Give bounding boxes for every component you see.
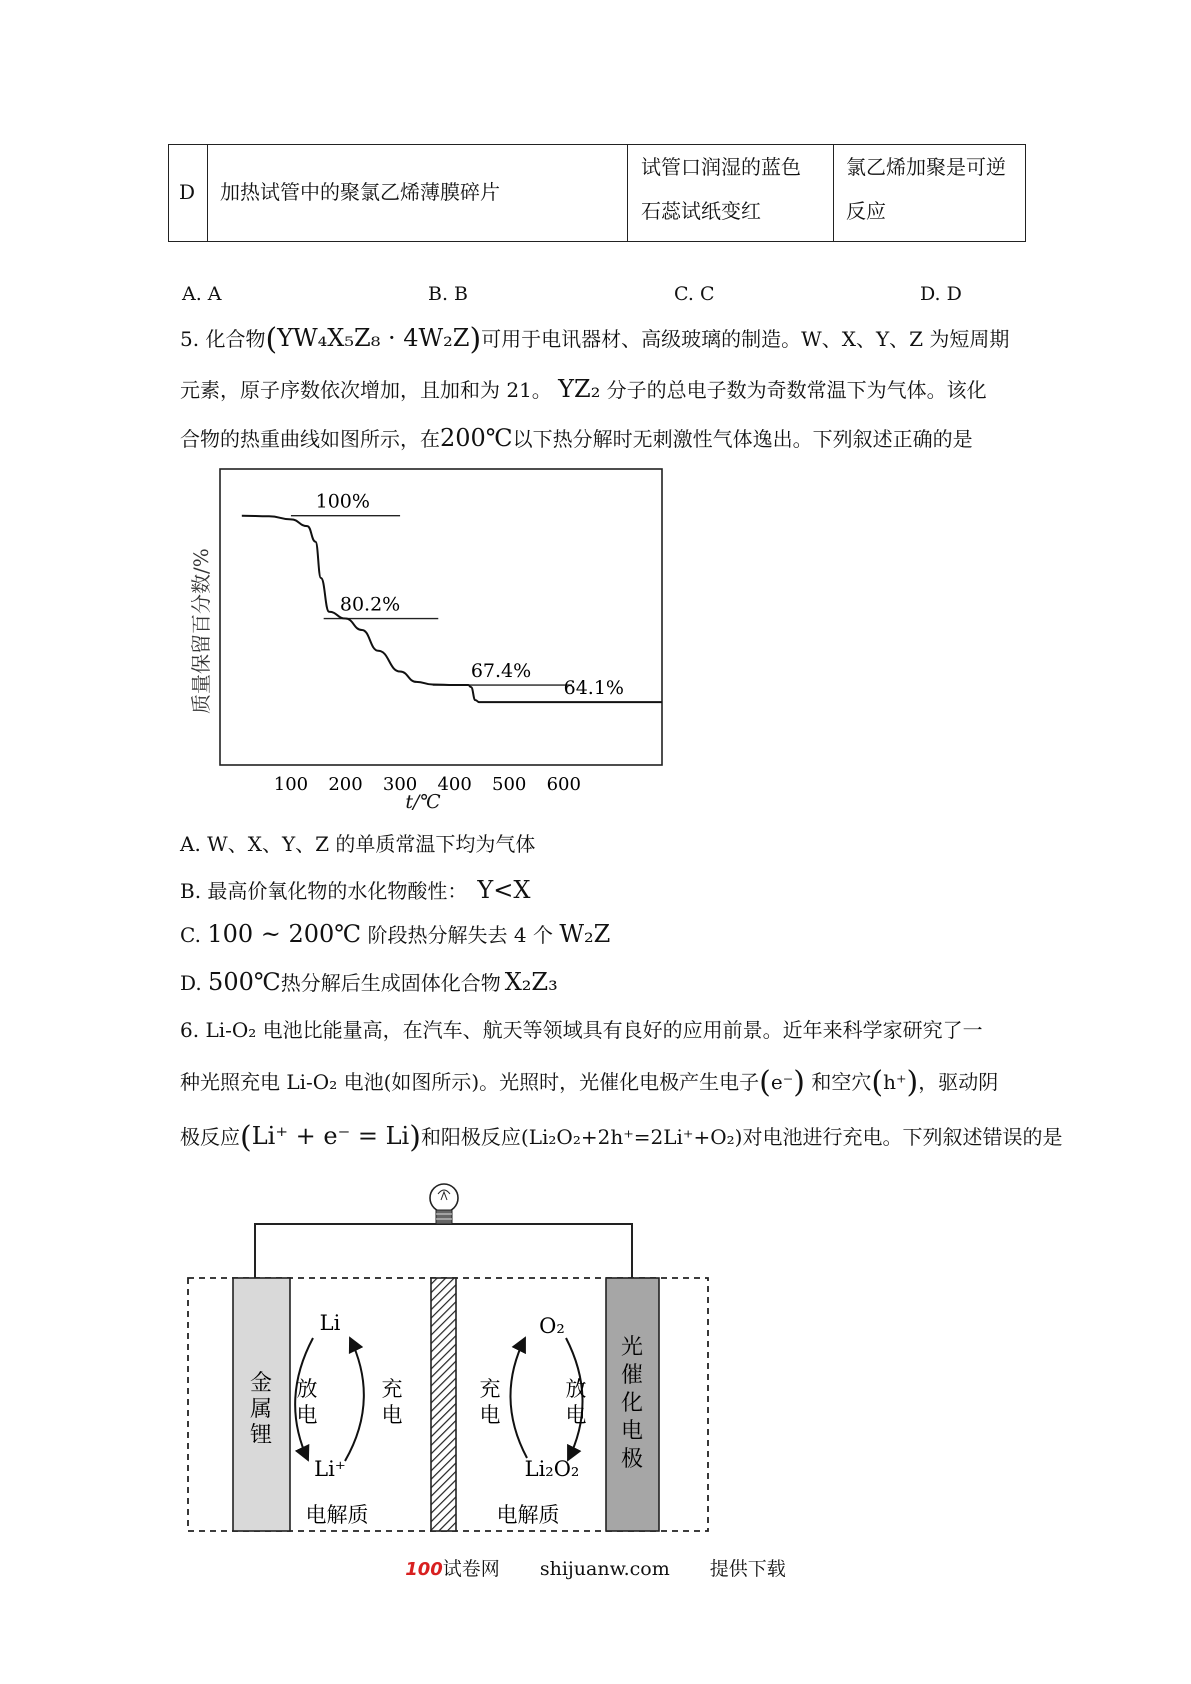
plateau-annotation-3: 67.4% — [470, 660, 532, 683]
q5-temperature: 200℃ — [440, 424, 513, 452]
right-electrode-char-2: 催 — [620, 1363, 644, 1388]
li-ion-label: Li⁺ — [314, 1457, 346, 1481]
q6-electron-symbol: e⁻ — [770, 1070, 794, 1094]
conclusion-cell — [834, 145, 1024, 241]
battery-diagram — [180, 1178, 720, 1540]
q5-line3 — [180, 424, 973, 453]
q5-line2-text-a: 元素，原子序数依次增加，且加和为 21。 — [180, 378, 552, 402]
li2o2-label: Li₂O₂ — [524, 1457, 580, 1481]
conclusion-line2: 反应 — [846, 199, 886, 223]
q5-line1-text: 可用于电讯器材、高级玻璃的制造。W、X、Y、Z 为短周期 — [481, 327, 1010, 351]
q6-cathode-equation: Li⁺ + e⁻ = Li — [251, 1122, 410, 1150]
x-tick-label: 600 — [546, 774, 581, 795]
site-url[interactable]: shijuanw.com — [539, 1558, 670, 1580]
q5-option-d-temp: 500℃ — [208, 968, 281, 996]
q5-option-d-formula: X₂Z₃ — [504, 968, 558, 996]
q5-option-c-range: 100 ~ 200℃ — [207, 920, 362, 948]
right-charge-char-1: 充 — [479, 1377, 501, 1401]
site-logo: 100 — [405, 1559, 443, 1580]
q6-line2: 种光照充电 Li-O₂ 电池(如图所示)。光照时，光催化电极产生电子(e⁻) 和空穴(h⁺)，驱动阴 — [180, 1065, 999, 1100]
x-tick-label: 500 — [492, 774, 527, 795]
q6-line2-text-b: 和空穴 — [811, 1070, 872, 1094]
x-tick-label: 400 — [437, 774, 472, 795]
page-footer — [0, 1554, 1191, 1581]
q5-line2-text-b: 分子的总电子数为奇数常温下为气体。该化 — [606, 378, 987, 402]
left-discharge-char-1: 放 — [296, 1377, 318, 1401]
left-charge-char-2: 电 — [381, 1403, 403, 1427]
left-electrode-char-3: 锂 — [249, 1423, 273, 1448]
separator-membrane — [431, 1278, 456, 1531]
answer-table-row-d — [168, 144, 1026, 242]
q5-option-a[interactable]: A. W、X、Y、Z 的单质常温下均为气体 — [180, 832, 536, 856]
electrolyte-label-left: 电解质 — [305, 1503, 369, 1527]
o2-label: O₂ — [539, 1314, 565, 1338]
q6-line3: 极反应(Li⁺ + e⁻ = Li)和阳极反应(Li₂O₂+2h⁺=2Li⁺+O₂)对电池进行充电。下列叙述错误的是 — [180, 1120, 1063, 1155]
left-charge-char-1: 充 — [381, 1377, 403, 1401]
plateau-annotation-4: 64.1% — [563, 677, 624, 700]
mass-retention-curve — [242, 516, 662, 702]
plateau-annotation-2: 80.2% — [339, 593, 401, 616]
external-wire — [255, 1224, 632, 1278]
q5-option-b[interactable] — [180, 876, 530, 905]
left-electrode-char-1: 金 — [249, 1371, 273, 1396]
q6-line1: 6. Li-O₂ 电池比能量高，在汽车、航天等领域具有良好的应用前景。近年来科学家研究了一 — [180, 1018, 983, 1042]
q5-option-d-text: 热分解后生成固体化合物 — [280, 971, 501, 995]
q6-line2-text-c: ，驱动阴 — [918, 1070, 999, 1094]
right-electrode-char-3: 化 — [620, 1391, 644, 1416]
x-axis-label: t/℃ — [405, 791, 441, 813]
right-discharge-char-2: 电 — [565, 1403, 587, 1427]
q5-line3-text-b: 以下热分解时无刺激性气体逸出。下列叙述正确的是 — [512, 427, 973, 451]
q5-option-d-label: D. — [180, 971, 202, 995]
li-label: Li — [319, 1311, 341, 1335]
chart-frame — [220, 469, 662, 765]
operation-cell — [208, 145, 628, 241]
q5-option-c-text: 阶段热分解失去 4 个 — [367, 923, 553, 947]
footer-download-text: 提供下载 — [709, 1558, 786, 1580]
row-label-cell — [169, 145, 208, 241]
q5-option-b-text: B. 最高价氧化物的水化物酸性： — [180, 879, 468, 903]
q5-number: 5. 化合物 — [180, 327, 266, 351]
q5-yz2-formula: YZ₂ — [558, 375, 601, 403]
right-electrode-char-1: 光 — [620, 1335, 644, 1360]
q4-option-c[interactable]: C. C — [674, 283, 715, 305]
left-electrode-char-2: 属 — [249, 1397, 273, 1422]
q5-line2 — [180, 375, 987, 404]
site-name: 试卷网 — [442, 1558, 500, 1580]
q5-line3-text-a: 合物的热重曲线如图所示，在 — [180, 427, 440, 451]
phenomenon-line2: 石蕊试纸变红 — [641, 199, 761, 223]
charge-arrow-left — [345, 1338, 364, 1461]
right-electrode-char-4: 电 — [620, 1419, 644, 1444]
q5-line1: 5. 化合物(YW₄X₅Z₈ · 4W₂Z)可用于电讯器材、高级玻璃的制造。W、X、Y、Z 为短周期 — [180, 322, 1010, 357]
q5-compound-formula: YW₄X₅Z₈ · 4W₂Z — [277, 324, 470, 352]
q5-option-c-label: C. — [180, 923, 201, 947]
charge-arrow-right — [510, 1338, 527, 1458]
x-tick-label: 100 — [273, 774, 309, 795]
q4-option-b[interactable]: B. B — [428, 283, 469, 305]
q6-line3-text-b: 和阳极反应(Li₂O₂+2h⁺=2Li⁺+O₂)对电池进行充电。下列叙述错误的是 — [420, 1125, 1063, 1149]
q4-option-d[interactable]: D. D — [920, 283, 962, 305]
left-discharge-char-2: 电 — [296, 1403, 318, 1427]
operation-text: 加热试管中的聚氯乙烯薄膜碎片 — [220, 180, 500, 204]
q5-option-c-formula: W₂Z — [559, 920, 611, 948]
thermogravimetric-chart — [180, 462, 680, 822]
phenomenon-cell — [628, 145, 834, 241]
plateau-annotation-1: 100% — [315, 490, 370, 513]
q5-option-c[interactable] — [180, 920, 610, 949]
y-axis-label: 质量保留百分数/% — [189, 548, 213, 714]
phenomenon-line1: 试管口润湿的蓝色 — [641, 155, 801, 179]
right-charge-char-2: 电 — [479, 1403, 501, 1427]
row-label: D — [179, 180, 196, 204]
lightbulb-icon — [430, 1184, 458, 1224]
x-tick-label: 300 — [382, 774, 418, 795]
x-tick-label: 200 — [328, 774, 363, 795]
right-electrode-char-5: 极 — [620, 1447, 644, 1472]
q6-line3-text-a: 极反应 — [180, 1125, 240, 1149]
q5-option-b-formula: Y<X — [477, 876, 531, 904]
right-discharge-char-1: 放 — [565, 1377, 587, 1401]
q5-option-d[interactable] — [180, 968, 558, 997]
q4-option-a[interactable]: A. A — [182, 283, 222, 305]
conclusion-line1: 氯乙烯加聚是可逆 — [846, 155, 1006, 179]
electrolyte-label-right: 电解质 — [496, 1503, 560, 1527]
q6-hole-symbol: h⁺ — [883, 1070, 907, 1094]
q6-line2-text-a: 种光照充电 Li-O₂ 电池(如图所示)。光照时，光催化电极产生电子 — [180, 1070, 760, 1094]
